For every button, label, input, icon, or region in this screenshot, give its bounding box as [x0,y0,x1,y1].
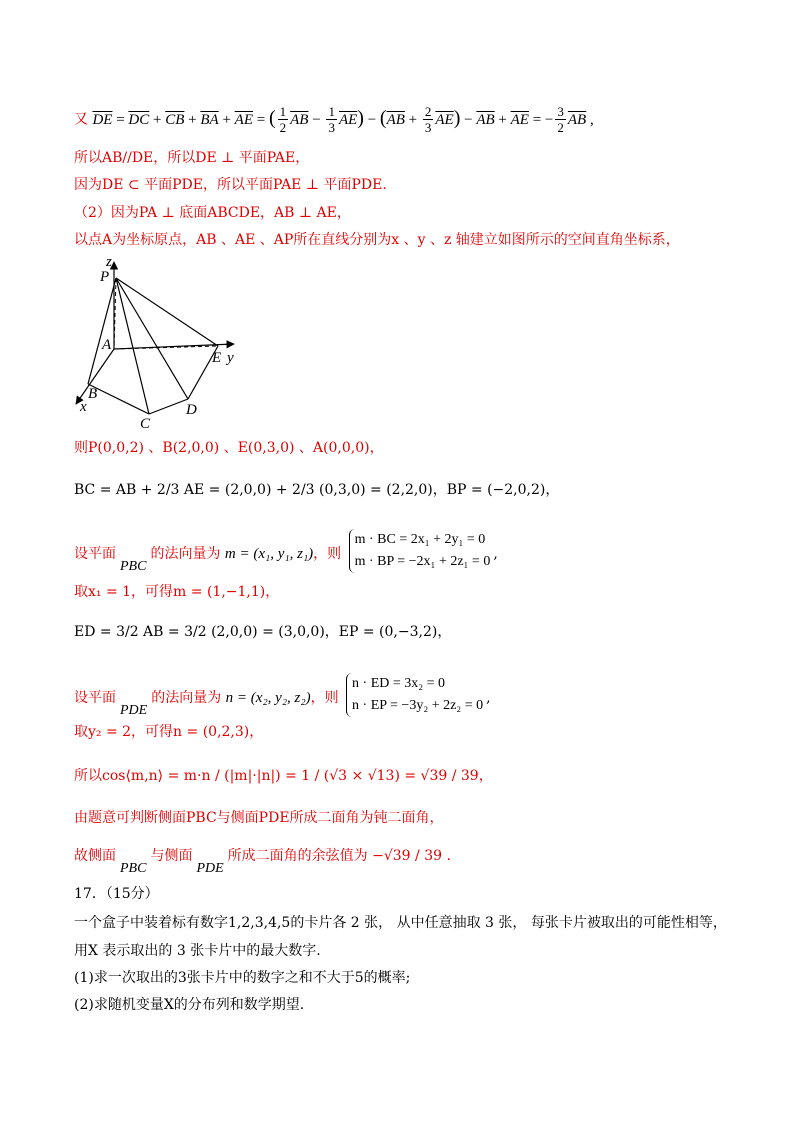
problem-17-statement: 用X 表示取出的 3 张卡片中的最大数字. [74,943,321,959]
edge-pb [88,278,116,384]
label-y: y [227,350,234,366]
label-e: E [212,350,222,366]
equation: m · BC = 2x₁ + 2y₁ = 0 [354,532,486,547]
vector-n-result: 取y₂ = 2，可得n = (0,2,3)， [74,724,264,740]
label-c: C [140,416,151,429]
normal-pde-setup: 设平面PDE的法向量为 n = (x₂, y₂, z₂)，则 n · ED = 3x₂ = 0 n · EP = −3y₂ + 2z₂ = 0 , [74,676,491,720]
vector-m-result: 取x₁ = 1，可得m = (1,−1,1)， [74,584,280,600]
label-b: B [88,386,98,402]
problem-17-part2: (2)求随机变量X的分布列和数学期望. [74,997,305,1013]
text: 设平面 [74,690,116,706]
text: ，则 [310,690,339,706]
pyramid-figure [72,254,247,429]
text: 设平面 [74,546,116,562]
problem-17-statement: 一个盒子中装着标有数字1,2,3,4,5的卡片各 2 张， 从中任意抽取 3 张， 每张卡片被取出的可能性相等， [74,915,727,931]
solution-line: 所以AB//DE，所以DE ⊥ 平面PAE， [74,150,310,166]
dihedral-judgement: 由题意可判断侧面PBC与侧面PDE所成二面角为钝二面角， [74,810,444,826]
edge-cd [149,399,188,414]
edge-pc [116,278,149,414]
vector-de-expression: $\overline{DE} = \overline{DC} + \overline{CB} + \overline{BA} + \overline{AE}$ = ( $\frac{1}{2}$ $\overline{AB}$ − $\frac{1}{3}$ $\overline{AE}) - (\overline{AB}$ + $\frac{2}{3}$ $\overline{AE}) - \overline{AB} + \overline{AE}$ = − $\frac{3}{2}$ $\overline{AB}$ , [92,104,594,135]
vector-n: n = (x₂, y₂, z₂) [225,690,311,706]
equation: n · EP = −3y₂ + 2z₂ = 0 [352,698,484,713]
vector-bc-bp-text: BC = AB + 2/3 AE = (2,0,0) + 2/3 (0,3,0) = (2,2,0)，BP = (−2,0,2)， [74,482,560,498]
normal-pbc-setup: 设平面PBC的法向量为 m = (x₁, y₁, z₁)，则 m · BC = 2x₁ + 2y₁ = 0 m · BP = −2x₁ + 2z₁ = 0 , [74,532,498,576]
vector-ed-ep: ED = 3/2 AB = 3/2 (2,0,0) = (3,0,0)，EP = (0,−3,2)， [74,624,452,640]
vector-de-derivation [74,104,594,135]
label-p: P [100,269,110,285]
problem-17-part1: (1)求一次取出的3张卡片中的数字之和不大于5的概率; [74,970,411,986]
cosine-computation: 所以cos⟨m,n⟩ = m·n / (|m|·|n|) = 1 / (√3 × √13) = √39 / 39， [74,768,493,784]
label-a: A [102,337,112,353]
edge-pe [116,278,218,346]
solution-line: 因为DE ⊂ 平面PDE，所以平面PAE ⊥ 平面PDE. [74,177,387,193]
edge-pd [116,278,188,399]
label-x: x [80,399,87,415]
problem-17-heading: 17．（15分） [74,886,159,902]
equation-system-n [346,673,483,717]
text: 的法向量为 [151,690,222,706]
label-d: D [186,402,197,418]
equation: n · ED = 3x₂ = 0 [352,676,446,691]
equation-system-m [349,529,491,573]
text: 与侧面 [150,848,193,864]
text: 故侧面 [74,848,116,864]
point-coordinates: 则P(0,0,2) 、B(2,0,0) 、E(0,3,0) 、A(0,0,0)， [74,440,384,456]
plane-name-pbc: PBC [120,861,147,876]
final-answer [74,846,451,876]
plane-name-pde: PDE [120,703,148,718]
text: 的法向量为 [150,546,221,562]
vector-bc-bp [74,480,559,500]
vector-m: m = (x₁, y₁, z₁) [224,546,314,562]
text: ，则 [313,546,342,562]
label-z: z [106,254,112,270]
line-prefix: 又 [74,111,88,128]
plane-name-pbc: PBC [120,559,147,574]
plane-name-pde: PDE [196,861,224,876]
text: 所成二面角的余弦值为 −√39 / 39 . [227,848,451,864]
part2-heading: （2）因为PA ⊥ 底面ABCDE，AB ⊥ AE， [74,205,351,221]
coordinate-setup: 以点A为坐标原点，AB 、AE 、AP所在直线分别为x 、y 、z 轴建立如图所示的空间直角坐标系， [74,232,680,248]
equation: m · BP = −2x₁ + 2z₁ = 0 [354,554,491,569]
